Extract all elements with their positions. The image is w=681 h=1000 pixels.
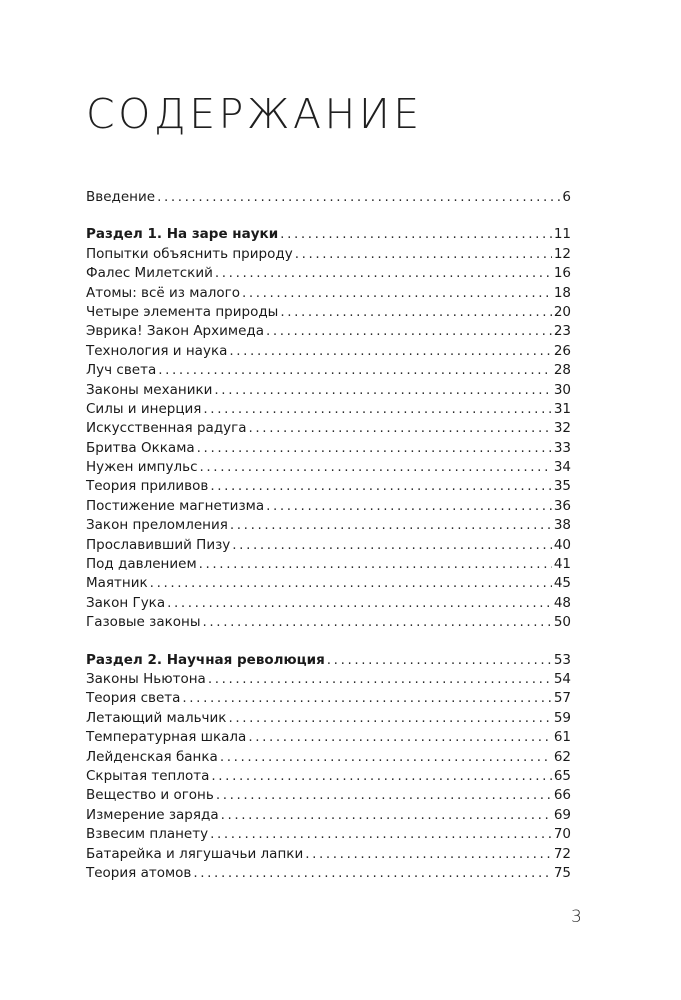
toc-entry[interactable] (86, 594, 571, 613)
toc-entry-page: 75 (553, 864, 571, 881)
toc-entry-label: Прославивший Пизу (86, 536, 231, 553)
toc-entry-page: 30 (553, 381, 571, 398)
toc-entry-page: 53 (553, 651, 571, 668)
dot-leader (280, 225, 552, 244)
toc-entry-page: 54 (553, 670, 571, 687)
dot-leader (193, 864, 551, 883)
toc-entry[interactable] (86, 825, 571, 844)
dot-leader (242, 284, 552, 303)
dot-leader (266, 322, 552, 341)
toc-entry-page: 32 (553, 420, 571, 437)
toc-entry-page: 18 (553, 284, 571, 301)
toc-entry-label: Теория света (86, 690, 181, 707)
toc-entry-label: Нужен импульс (86, 459, 198, 476)
toc-entry-label: Атомы: всё из малого (86, 284, 240, 301)
page-title: СОДЕРЖАНИЕ (86, 90, 423, 138)
toc-entry-label: Фалес Милетский (86, 265, 213, 282)
toc-entry-label: Маятник (86, 575, 148, 592)
toc-entry[interactable] (86, 536, 571, 555)
toc-entry-label: Введение (86, 189, 156, 205)
toc-entry-label: Попытки объяснить природу (86, 245, 293, 262)
toc-entry[interactable] (86, 458, 571, 477)
dot-leader (280, 303, 551, 322)
toc-entry-label: Скрытая теплота (86, 767, 210, 784)
dot-leader (182, 689, 551, 708)
toc-entry-label: Теория атомов (86, 864, 192, 881)
toc-entry-page: 65 (553, 767, 571, 784)
toc-entry[interactable] (86, 574, 571, 593)
toc-entry-page: 16 (553, 265, 571, 282)
dot-leader (266, 497, 552, 516)
toc-entry[interactable] (86, 264, 571, 283)
toc-entry-page: 38 (553, 517, 571, 534)
toc-entry[interactable] (86, 748, 571, 767)
toc-entry[interactable] (86, 786, 571, 805)
toc-entry-page: 61 (553, 729, 571, 746)
dot-leader (211, 767, 551, 786)
dot-leader (150, 574, 552, 593)
toc-entry-page: 72 (553, 845, 571, 862)
dot-leader (249, 419, 552, 438)
toc-entry-page: 35 (553, 478, 571, 495)
toc-entry-label: Искусственная радуга (86, 420, 247, 437)
toc-entry-label: Технология и наука (86, 342, 228, 359)
toc-section-heading[interactable] (86, 225, 571, 244)
toc-entry-page: 26 (553, 342, 571, 359)
toc-entry-label: Постижение магнетизма (86, 497, 265, 514)
dot-leader (228, 709, 551, 728)
dot-leader (214, 381, 551, 400)
dot-leader (230, 516, 552, 535)
dot-leader (199, 555, 552, 574)
toc-entry-label: Вещество и огонь (86, 787, 214, 804)
toc-entry-page: 36 (553, 497, 571, 514)
toc-entry-label: Луч света (86, 362, 157, 379)
toc-entry[interactable] (86, 864, 571, 883)
toc-entry-page: 34 (553, 459, 571, 476)
toc-entry[interactable] (86, 709, 571, 728)
toc-entry[interactable] (86, 670, 571, 689)
toc-entry[interactable] (86, 284, 571, 303)
toc-entry-label: Под давлением (86, 556, 197, 573)
dot-leader (167, 594, 552, 613)
toc-entry[interactable] (86, 322, 571, 341)
toc-entry-label: Взвесим планету (86, 826, 209, 843)
toc-entry-page: 45 (553, 575, 571, 592)
dot-leader (158, 361, 552, 380)
dot-leader (229, 342, 551, 361)
dot-leader (248, 728, 551, 747)
dot-leader (203, 400, 551, 419)
dot-leader (197, 439, 552, 458)
toc-entry[interactable] (86, 555, 571, 574)
toc-entry-label: Летающий мальчик (86, 709, 227, 726)
toc-entry-page: 40 (553, 536, 571, 553)
toc-entry[interactable] (86, 342, 571, 361)
toc-entry-label: Измерение заряда (86, 806, 219, 823)
toc-entry-page: 70 (553, 826, 571, 843)
toc-entry-label: Раздел 2. Научная революция (86, 651, 325, 668)
toc-entry[interactable] (86, 806, 571, 825)
dot-leader (295, 245, 552, 264)
toc-entry-page: 28 (553, 362, 571, 379)
toc-entry[interactable] (86, 303, 571, 322)
toc-entry-label: Четыре элемента природы (86, 303, 279, 320)
toc-entry-label: Законы Ньютона (86, 670, 206, 687)
dot-leader (208, 670, 552, 689)
dot-leader (232, 536, 552, 555)
toc-entry-page: 59 (553, 709, 571, 726)
toc-entry-label: Силы и инерция (86, 400, 202, 417)
dot-leader (305, 845, 552, 864)
toc-entry-page: 41 (553, 556, 571, 573)
dot-leader (221, 806, 552, 825)
toc-entry-label: Батарейка и лягушачьи лапки (86, 845, 304, 862)
toc-entry[interactable] (86, 439, 571, 458)
toc-entry-page: 50 (553, 614, 571, 631)
toc-sections (86, 207, 571, 883)
toc-entry-page: 33 (553, 439, 571, 456)
dot-leader (220, 748, 552, 767)
toc-entry-page: 66 (553, 787, 571, 804)
dot-leader (157, 188, 560, 207)
table-of-contents (86, 188, 571, 883)
toc-entry-label: Лейденская банка (86, 748, 218, 765)
toc-entry-page: 62 (553, 748, 571, 765)
dot-leader (210, 477, 552, 496)
dot-leader (203, 613, 552, 632)
toc-entry[interactable] (86, 516, 571, 535)
toc-entry-label: Законы механики (86, 381, 213, 398)
toc-entry[interactable] (86, 361, 571, 380)
toc-entry-page: 31 (553, 400, 571, 417)
toc-entry[interactable] (86, 613, 571, 632)
toc-entry[interactable] (86, 845, 571, 864)
dot-leader (210, 825, 552, 844)
toc-entry-label: Раздел 1. На заре науки (86, 226, 279, 243)
toc-entry-page: 69 (553, 806, 571, 823)
toc-entry-label: Закон преломления (86, 517, 228, 534)
toc-entry[interactable] (86, 767, 571, 786)
toc-entry[interactable] (86, 381, 571, 400)
toc-entry[interactable] (86, 245, 571, 264)
dot-leader (216, 786, 552, 805)
toc-entry[interactable] (86, 497, 571, 516)
toc-entry[interactable] (86, 419, 571, 438)
toc-entry-page: 12 (553, 245, 571, 262)
toc-entry-page: 6 (562, 189, 571, 205)
dot-leader (215, 264, 552, 283)
section-spacer (86, 633, 571, 651)
dot-leader (200, 458, 552, 477)
section-spacer (86, 207, 571, 225)
toc-entry-label: Теория приливов (86, 478, 209, 495)
toc-entry[interactable] (86, 400, 571, 419)
toc-entry[interactable] (86, 477, 571, 496)
toc-entry-label: Газовые законы (86, 614, 201, 631)
toc-entry-label: Закон Гука (86, 594, 166, 611)
toc-entry-page: 48 (553, 594, 571, 611)
toc-entry[interactable] (86, 689, 571, 708)
dot-leader (327, 651, 552, 670)
toc-entry-page: 20 (553, 303, 571, 320)
page-number: 3 (571, 907, 582, 927)
toc-entry-page: 11 (553, 226, 571, 243)
toc-entry[interactable] (86, 728, 571, 747)
toc-entry-page: 57 (553, 690, 571, 707)
toc-entry-page: 23 (553, 323, 571, 340)
toc-entry-label: Бритва Оккама (86, 439, 195, 456)
toc-section-heading[interactable] (86, 651, 571, 670)
toc-entry-label: Температурная шкала (86, 729, 247, 746)
toc-entry-intro[interactable] (86, 188, 571, 207)
toc-entry-label: Эврика! Закон Архимеда (86, 323, 264, 340)
